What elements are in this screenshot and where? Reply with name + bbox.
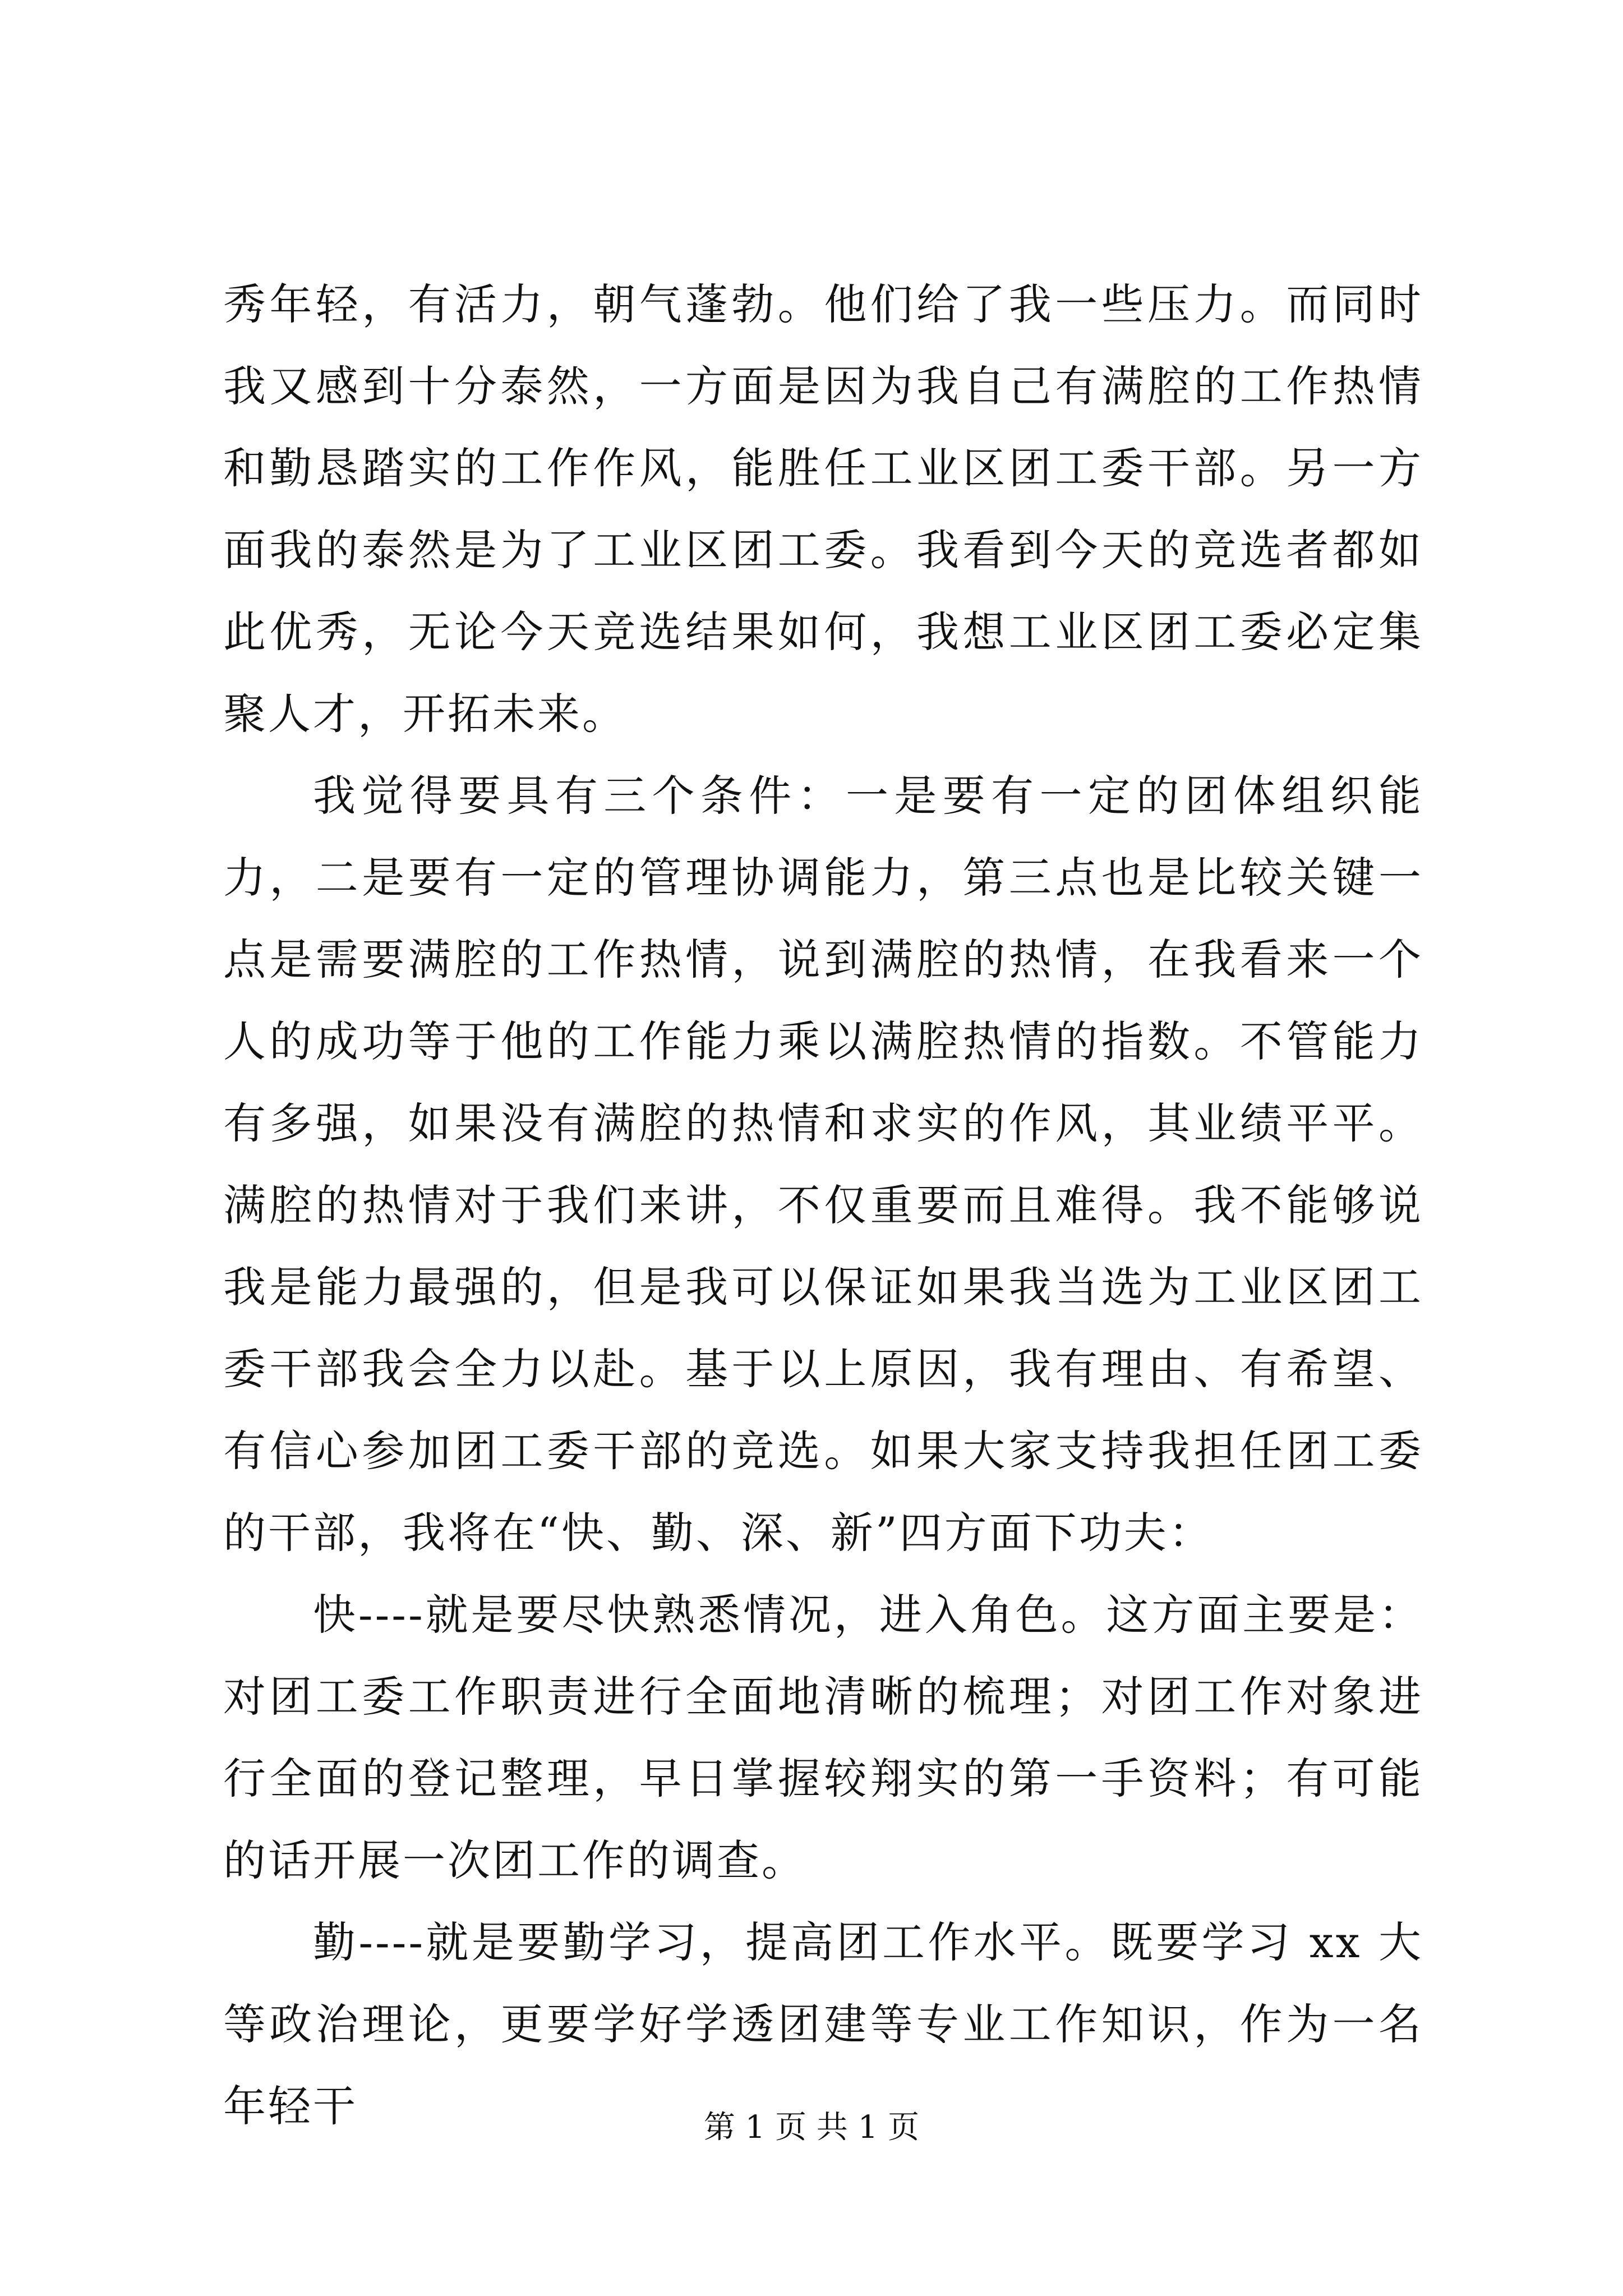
paragraph-1: 秀年轻，有活力，朝气蓬勃。他们给了我一些压力。而同时我又感到十分泰然，一方面是因为我自己有满腔的工作热情和勤恳踏实的工作作风，能胜任工业区团工委干部。另一方面我的泰然是为了工业区团工委。我看到今天的竞选者都如此优秀，无论今天竞选结果如何，我想工业区团工委必定集聚人才，开拓未来。 — [223, 279, 1423, 739]
paragraph-4: 勤----就是要勤学习，提高团工作水平。既要学习 xx 大等政治理论，更要学好学透团建等专业工作知识，作为一名年轻干 — [223, 1917, 1423, 2131]
paragraph-2: 我觉得要具有三个条件：一是要有一定的团体组织能力，二是要有一定的管理协调能力，第三点也是比较关键一点是需要满腔的工作热情，说到满腔的热情，在我看来一个人的成功等于他的工作能力乘以满腔热情的指数。不管能力有多强，如果没有满腔的热情和求实的作风，其业绩平平。满腔的热情对于我们来讲，不仅重要而且难得。我不能够说我是能力最强的，但是我可以保证如果我当选为工业区团工委干部我会全力以赴。基于以上原因，我有理由、有希望、有信心参加团工委干部的竞选。如果大家支持我担任团工委的干部，我将在“快、勤、深、新”四方面下功夫： — [223, 771, 1423, 1558]
paragraph-3: 快----就是要尽快熟悉情况，进入角色。这方面主要是：对团工委工作职责进行全面地清晰的梳理；对团工作对象进行全面的登记整理，早日掌握较翔实的第一手资料；有可能的话开展一次团工作的调查。 — [223, 1590, 1423, 1885]
document-body — [223, 264, 1423, 2147]
page-footer: 第 1 页 共 1 页 — [703, 2109, 920, 2146]
